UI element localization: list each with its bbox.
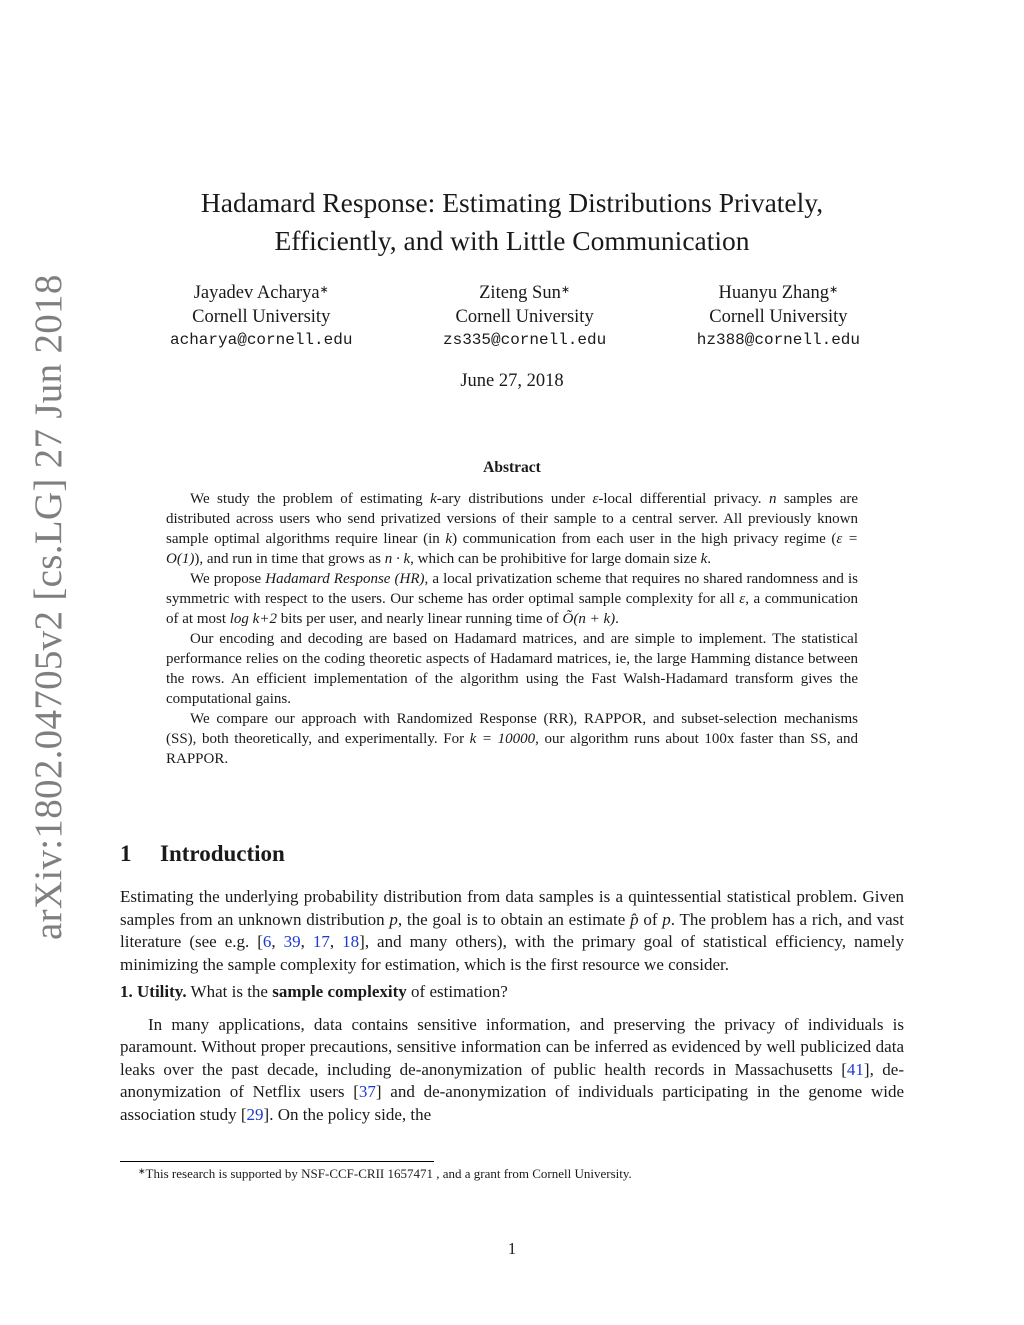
footnote-text: This research is supported by NSF-CCF-CRII 1657471 , and a grant from Cornell University. <box>145 1166 632 1181</box>
text: ) communication from each user in the high privacy regime ( <box>452 531 837 547</box>
footnote-divider <box>120 1161 434 1162</box>
citation-link[interactable]: 39 <box>283 932 301 951</box>
text: ], and many others), with the primary goal of statistical efficiency, namely minimizing the sample complexity for estimation, which is the first resource we consider. <box>120 932 905 974</box>
math-p: p <box>662 909 671 929</box>
abstract-paragraph-2 <box>166 569 858 629</box>
math-n: n <box>768 491 777 507</box>
author-name: Huanyu Zhang <box>718 283 829 303</box>
text: , a local privatization scheme that requires no shared randomness and is symmetric with respect to the users. Our scheme has order optimal sample complexity for all <box>166 571 858 607</box>
text: samples are distributed across users who send privatized versions of their sample to a central server. All previously known sample optimal algorithms require linear (in <box>166 491 858 547</box>
math-k: k <box>430 491 437 507</box>
text: We compare our approach with Randomized Response (RR), RAPPOR, and subset-selection mechanisms (SS), both theoretically, and experimentally. For <box>166 711 858 747</box>
intro-paragraph-1: Estimating the underlying probability distribution from data samples is a quintessential statistical problem. Given samples from an unknown distribution p, the goal is to obtain an estimate p̂ of p. The problem has a rich, and vast literature (see e.g. [6, 39, 17, 18], and many others), with the primary goal of statistical efficiency, namely minimizing the sample complexity for estimation, which is the first resource we consider. <box>120 887 905 974</box>
author-acharya <box>170 282 352 353</box>
title-line-2: Efficiently, and with Little Communication <box>274 225 750 256</box>
math-epsilon: ε <box>739 591 746 607</box>
citation-link[interactable]: 17 <box>312 932 330 951</box>
abstract-body <box>166 489 858 769</box>
section-number: 1 <box>120 841 132 866</box>
text: . The problem has a rich, and vast literature (see e.g. [ <box>120 909 904 951</box>
footnote-mark: ∗ <box>560 284 571 296</box>
math-k: k <box>445 531 453 547</box>
author-sun <box>443 282 606 353</box>
author-email[interactable]: acharya@cornell.edu <box>170 331 353 349</box>
math-n-times-k: n · k <box>384 551 411 567</box>
page-number: 1 <box>507 1239 517 1258</box>
author-email[interactable]: zs335@cornell.edu <box>442 331 607 349</box>
citation-link[interactable]: 41 <box>846 1059 864 1079</box>
text: Estimating the underlying probability distribution from data samples is a quintessential statistical problem. Given samples from an unknown distribution <box>120 887 904 929</box>
text: ), and run in time that grows as <box>194 551 385 567</box>
text: We propose <box>190 571 266 587</box>
text: bits per user, and nearly linear running time of <box>276 611 563 627</box>
math-epsilon: ε <box>592 491 599 507</box>
math-log-k: log k+2 <box>229 611 277 627</box>
text: of <box>638 909 663 929</box>
math-k-value: k = 10000 <box>469 731 536 747</box>
text: , the goal is to obtain an estimate <box>397 909 631 929</box>
text: , which can be prohibitive for large domain size <box>410 551 701 567</box>
text: ]. On the policy side, the <box>263 1104 432 1124</box>
abstract-paragraph-3: Our encoding and decoding are based on Hadamard matrices, and are simple to implement. The statistical performance relies on the coding theoretic aspects of Hadamard matrices, ie, the large Hamming distance between the rows. An efficient implementation of the algorithm using the Fast Walsh-Hadamard transform gives the computational gains. <box>166 631 858 707</box>
author-name: Ziteng Sun <box>479 283 561 303</box>
author-zhang <box>697 282 860 353</box>
arxiv-identifier-stamp: arXiv:1802.04705v2 [cs.LG] 27 Jun 2018 <box>27 274 70 940</box>
text: , a communication of at most <box>166 591 859 627</box>
citation-link[interactable]: 29 <box>246 1104 264 1124</box>
author-name: Jayadev Acharya <box>193 283 320 303</box>
math-regime: ε = O(1) <box>166 531 858 567</box>
footnote <box>120 1165 904 1182</box>
bold-term: sample complexity <box>272 982 407 1001</box>
section-heading-introduction <box>120 841 285 867</box>
text: , our algorithm runs about 100x faster than SS, and RAPPOR. <box>166 731 858 767</box>
title-line-1: Hadamard Response: Estimating Distributions Privately, <box>200 187 824 218</box>
author-affiliation: Cornell University <box>455 306 594 327</box>
abstract-heading: Abstract <box>483 459 541 476</box>
text: ] and de-anonymization of individuals participating in the genome wide association study [ <box>120 1082 904 1124</box>
footnote-mark: ∗ <box>138 1166 146 1176</box>
scheme-name: Hadamard Response (HR) <box>265 571 425 587</box>
author-block <box>170 282 860 353</box>
math-p-hat: p̂ <box>630 909 639 929</box>
author-affiliation: Cornell University <box>709 306 848 327</box>
math-runtime: Õ(n + k) <box>562 611 616 627</box>
utility-label: 1. Utility. <box>120 982 187 1001</box>
text: -local differential privacy. <box>598 491 769 507</box>
utility-item <box>120 981 904 1004</box>
text: . <box>707 551 712 567</box>
text: We study the problem of estimating <box>190 491 431 507</box>
intro-paragraph-2 <box>120 1014 904 1127</box>
section-title: Introduction <box>160 841 285 866</box>
math-k: k <box>700 551 708 567</box>
text: of estimation? <box>406 982 508 1001</box>
intro-body <box>120 886 904 1126</box>
abstract-paragraph-4 <box>166 709 858 769</box>
abstract-paragraph-1 <box>166 489 858 569</box>
paper-title <box>120 184 904 260</box>
math-p: p <box>389 909 398 929</box>
text: ], de-anonymization of Netflix users [ <box>120 1059 904 1101</box>
author-affiliation: Cornell University <box>192 306 331 327</box>
text: -ary distributions under <box>436 491 593 507</box>
text: In many applications, data contains sensitive information, and preserving the privacy of individuals is paramount. Without proper precautions, sensitive information can be inferred as evidenced by well publicized data leaks over the past decade, including de-anonymization of public health records in Massachusetts [ <box>120 1014 904 1079</box>
text: What is the <box>186 982 273 1001</box>
citation-link[interactable]: 37 <box>358 1082 376 1101</box>
citation-link[interactable]: 18 <box>342 932 360 951</box>
text: . <box>615 611 619 627</box>
footnote-mark: ∗ <box>319 284 329 296</box>
publication-date: June 27, 2018 <box>460 371 564 391</box>
citation-link[interactable]: 6 <box>262 932 272 951</box>
footnote-mark: ∗ <box>829 284 839 296</box>
author-email[interactable]: hz388@cornell.edu <box>696 331 860 349</box>
